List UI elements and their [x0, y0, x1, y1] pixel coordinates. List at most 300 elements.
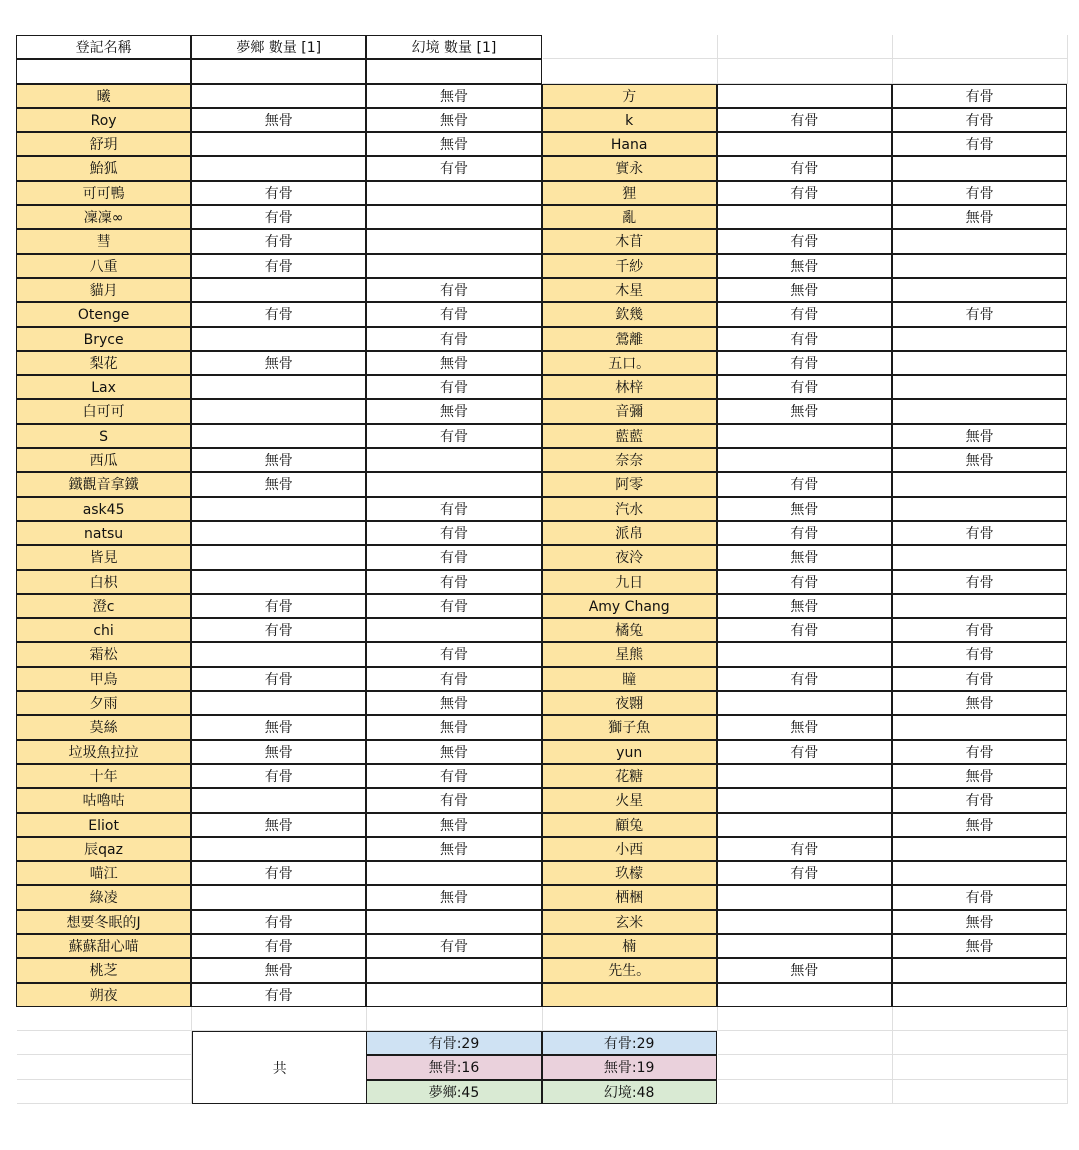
value-cell[interactable]: [191, 327, 366, 351]
value-cell[interactable]: 無骨: [717, 594, 892, 618]
name-cell[interactable]: 想要冬眠的J: [16, 910, 191, 934]
value-cell[interactable]: 有骨: [366, 642, 541, 666]
name-cell[interactable]: 阿零: [542, 472, 717, 496]
empty-cell[interactable]: [718, 59, 893, 83]
value-cell[interactable]: 有骨: [717, 740, 892, 764]
value-cell[interactable]: 有骨: [892, 885, 1067, 909]
value-cell[interactable]: [717, 205, 892, 229]
empty-cell[interactable]: [543, 1007, 718, 1031]
value-cell[interactable]: 有骨: [191, 667, 366, 691]
name-cell[interactable]: 派帛: [542, 521, 717, 545]
value-cell[interactable]: 有骨: [717, 156, 892, 180]
value-cell[interactable]: [191, 521, 366, 545]
name-cell[interactable]: 花糖: [542, 764, 717, 788]
value-cell[interactable]: 無骨: [366, 84, 541, 108]
name-cell[interactable]: 莫絲: [16, 715, 191, 739]
name-cell[interactable]: Otenge: [16, 302, 191, 326]
value-cell[interactable]: 有骨: [191, 205, 366, 229]
value-cell[interactable]: 有骨: [892, 570, 1067, 594]
name-cell[interactable]: 白枳: [16, 570, 191, 594]
value-cell[interactable]: [191, 497, 366, 521]
value-cell[interactable]: 無骨: [892, 910, 1067, 934]
empty-cell[interactable]: [893, 1055, 1068, 1079]
empty-cell[interactable]: [718, 1080, 893, 1104]
name-cell[interactable]: 鐵觀音拿鐵: [16, 472, 191, 496]
value-cell[interactable]: 無骨: [191, 472, 366, 496]
value-cell[interactable]: [366, 910, 541, 934]
table-row: [17, 254, 1068, 278]
summary-row-1: [17, 1031, 1068, 1055]
name-cell[interactable]: 千紗: [542, 254, 717, 278]
value-cell[interactable]: 無骨: [717, 715, 892, 739]
value-cell[interactable]: 有骨: [366, 764, 541, 788]
illusion-boneless-total[interactable]: 無骨:19: [542, 1055, 717, 1079]
name-cell[interactable]: 蘇蘇甜心喵: [16, 934, 191, 958]
table-row: [17, 667, 1068, 691]
value-cell[interactable]: 有骨: [366, 934, 541, 958]
name-cell[interactable]: 梨花: [16, 351, 191, 375]
spacer-row: [17, 1007, 1068, 1031]
name-cell[interactable]: 澄c: [16, 594, 191, 618]
empty-cell[interactable]: [893, 1007, 1068, 1031]
table-row: [17, 861, 1068, 885]
empty-cell[interactable]: [718, 35, 893, 59]
name-cell[interactable]: 咕嚕咕: [16, 788, 191, 812]
name-cell[interactable]: 曦: [16, 84, 191, 108]
table-row: [17, 618, 1068, 642]
value-cell[interactable]: 無骨: [366, 837, 541, 861]
value-cell[interactable]: 無骨: [717, 254, 892, 278]
name-cell[interactable]: 橘兔: [542, 618, 717, 642]
table-row: [17, 642, 1068, 666]
value-cell[interactable]: 有骨: [892, 84, 1067, 108]
value-cell[interactable]: [191, 642, 366, 666]
value-cell[interactable]: [717, 788, 892, 812]
value-cell[interactable]: 有骨: [717, 570, 892, 594]
value-cell[interactable]: 無骨: [366, 351, 541, 375]
table-row: [17, 472, 1068, 496]
name-cell[interactable]: 瞳: [542, 667, 717, 691]
value-cell[interactable]: 有骨: [191, 861, 366, 885]
name-cell[interactable]: 藍藍: [542, 424, 717, 448]
dream-boneless-total[interactable]: 無骨:16: [366, 1055, 541, 1079]
table-row: [17, 448, 1068, 472]
value-cell[interactable]: [191, 691, 366, 715]
empty-cell[interactable]: [543, 59, 718, 83]
empty-cell[interactable]: [366, 59, 541, 83]
value-cell[interactable]: [717, 84, 892, 108]
value-cell[interactable]: 無骨: [892, 764, 1067, 788]
value-cell[interactable]: [892, 399, 1067, 423]
header-name[interactable]: 登記名稱: [16, 35, 191, 59]
value-cell[interactable]: 有骨: [717, 472, 892, 496]
value-cell[interactable]: [717, 885, 892, 909]
value-cell[interactable]: 有骨: [191, 934, 366, 958]
table-row: [17, 740, 1068, 764]
name-cell[interactable]: ask45: [16, 497, 191, 521]
name-cell[interactable]: 音彌: [542, 399, 717, 423]
value-cell[interactable]: 有骨: [717, 861, 892, 885]
table-row: [17, 132, 1068, 156]
empty-cell[interactable]: [718, 1031, 893, 1055]
table-row: [17, 813, 1068, 837]
value-cell[interactable]: 有骨: [717, 375, 892, 399]
name-cell[interactable]: 垃圾魚拉拉: [16, 740, 191, 764]
table-row: [17, 229, 1068, 253]
empty-cell[interactable]: [718, 1007, 893, 1031]
value-cell[interactable]: [191, 278, 366, 302]
value-cell[interactable]: [717, 934, 892, 958]
value-cell[interactable]: 有骨: [892, 740, 1067, 764]
value-cell[interactable]: [717, 813, 892, 837]
empty-cell[interactable]: [17, 1055, 192, 1079]
value-cell[interactable]: 有骨: [366, 278, 541, 302]
empty-cell[interactable]: [17, 1031, 192, 1055]
value-cell[interactable]: 有骨: [366, 497, 541, 521]
dream-bone-total[interactable]: 有骨:29: [366, 1031, 541, 1055]
value-cell[interactable]: 有骨: [366, 521, 541, 545]
value-cell[interactable]: [191, 84, 366, 108]
table-row: [17, 375, 1068, 399]
name-cell[interactable]: 林梓: [542, 375, 717, 399]
name-cell[interactable]: [542, 983, 717, 1007]
empty-cell[interactable]: [16, 59, 191, 83]
name-cell[interactable]: 楠: [542, 934, 717, 958]
value-cell[interactable]: 無骨: [892, 424, 1067, 448]
value-cell[interactable]: [892, 229, 1067, 253]
name-cell[interactable]: 凜凜∞: [16, 205, 191, 229]
table-row: [17, 788, 1068, 812]
empty-cell[interactable]: [893, 59, 1068, 83]
name-cell[interactable]: Lax: [16, 375, 191, 399]
name-cell[interactable]: 夜泠: [542, 545, 717, 569]
value-cell[interactable]: 有骨: [366, 594, 541, 618]
value-cell[interactable]: [191, 132, 366, 156]
name-cell[interactable]: Roy: [16, 108, 191, 132]
name-cell[interactable]: Bryce: [16, 327, 191, 351]
name-cell[interactable]: 西瓜: [16, 448, 191, 472]
empty-cell[interactable]: [893, 1031, 1068, 1055]
table-row: [17, 521, 1068, 545]
table-row: [17, 351, 1068, 375]
value-cell[interactable]: 無骨: [892, 934, 1067, 958]
name-cell[interactable]: 貓月: [16, 278, 191, 302]
value-cell[interactable]: [717, 132, 892, 156]
value-cell[interactable]: 有骨: [892, 642, 1067, 666]
table-row: [17, 156, 1068, 180]
value-cell[interactable]: 無骨: [366, 715, 541, 739]
value-cell[interactable]: [892, 375, 1067, 399]
value-cell[interactable]: [191, 375, 366, 399]
value-cell[interactable]: 無骨: [366, 740, 541, 764]
value-cell[interactable]: 有骨: [366, 788, 541, 812]
table-row: [17, 327, 1068, 351]
name-cell[interactable]: k: [542, 108, 717, 132]
empty-cell[interactable]: [17, 1080, 192, 1104]
value-cell[interactable]: [892, 594, 1067, 618]
value-cell[interactable]: [892, 327, 1067, 351]
name-cell[interactable]: chi: [16, 618, 191, 642]
value-cell[interactable]: 有骨: [191, 594, 366, 618]
value-cell[interactable]: 有骨: [717, 229, 892, 253]
empty-cell[interactable]: [367, 1007, 542, 1031]
value-cell[interactable]: 有骨: [366, 375, 541, 399]
name-cell[interactable]: 亂: [542, 205, 717, 229]
value-cell[interactable]: 無骨: [366, 885, 541, 909]
value-cell[interactable]: [892, 545, 1067, 569]
value-cell[interactable]: 有骨: [717, 667, 892, 691]
name-cell[interactable]: 白可可: [16, 399, 191, 423]
empty-cell[interactable]: [191, 59, 366, 83]
value-cell[interactable]: 無骨: [366, 132, 541, 156]
name-cell[interactable]: 星熊: [542, 642, 717, 666]
name-cell[interactable]: 小西: [542, 837, 717, 861]
value-cell[interactable]: [366, 861, 541, 885]
name-cell[interactable]: 朔夜: [16, 983, 191, 1007]
value-cell[interactable]: 有骨: [366, 545, 541, 569]
name-cell[interactable]: 皆見: [16, 545, 191, 569]
empty-cell[interactable]: [718, 1055, 893, 1079]
value-cell[interactable]: 有骨: [191, 254, 366, 278]
value-cell[interactable]: [191, 545, 366, 569]
value-cell[interactable]: [366, 254, 541, 278]
name-cell[interactable]: 霜松: [16, 642, 191, 666]
name-cell[interactable]: 十年: [16, 764, 191, 788]
table-row: [17, 691, 1068, 715]
value-cell[interactable]: 有骨: [366, 570, 541, 594]
name-cell[interactable]: 彗: [16, 229, 191, 253]
value-cell[interactable]: [191, 788, 366, 812]
name-cell[interactable]: 夕雨: [16, 691, 191, 715]
value-cell[interactable]: 無骨: [191, 715, 366, 739]
name-cell[interactable]: Amy Chang: [542, 594, 717, 618]
value-cell[interactable]: 有骨: [366, 667, 541, 691]
value-cell[interactable]: 有骨: [191, 229, 366, 253]
value-cell[interactable]: 有骨: [717, 327, 892, 351]
value-cell[interactable]: 無骨: [191, 740, 366, 764]
value-cell[interactable]: 有骨: [191, 983, 366, 1007]
value-cell[interactable]: 無骨: [191, 108, 366, 132]
value-cell[interactable]: [191, 399, 366, 423]
name-cell[interactable]: 喵江: [16, 861, 191, 885]
name-cell[interactable]: S: [16, 424, 191, 448]
name-cell[interactable]: 木星: [542, 278, 717, 302]
value-cell[interactable]: 無骨: [717, 958, 892, 982]
name-cell[interactable]: 木苜: [542, 229, 717, 253]
value-cell[interactable]: 無骨: [191, 351, 366, 375]
table-row: [17, 181, 1068, 205]
value-cell[interactable]: 無骨: [717, 545, 892, 569]
name-cell[interactable]: 汽水: [542, 497, 717, 521]
name-cell[interactable]: 欽幾: [542, 302, 717, 326]
name-cell[interactable]: 狸: [542, 181, 717, 205]
header-row: [17, 35, 1068, 59]
name-cell[interactable]: 先生。: [542, 958, 717, 982]
value-cell[interactable]: 有骨: [191, 910, 366, 934]
value-cell[interactable]: [717, 448, 892, 472]
value-cell[interactable]: [717, 642, 892, 666]
value-cell[interactable]: [366, 983, 541, 1007]
empty-cell[interactable]: [17, 1007, 192, 1031]
value-cell[interactable]: [892, 351, 1067, 375]
illusion-grand-total[interactable]: 幻境:48: [542, 1080, 717, 1104]
value-cell[interactable]: [892, 472, 1067, 496]
value-cell[interactable]: 有骨: [892, 667, 1067, 691]
value-cell[interactable]: [191, 570, 366, 594]
value-cell[interactable]: 無骨: [191, 958, 366, 982]
name-cell[interactable]: 方: [542, 84, 717, 108]
value-cell[interactable]: 有骨: [366, 156, 541, 180]
value-cell[interactable]: 無骨: [717, 278, 892, 302]
value-cell[interactable]: 無骨: [366, 399, 541, 423]
table-row: [17, 570, 1068, 594]
name-cell[interactable]: yun: [542, 740, 717, 764]
value-cell[interactable]: 有骨: [191, 764, 366, 788]
value-cell[interactable]: [366, 205, 541, 229]
table-row: [17, 399, 1068, 423]
table-row: [17, 910, 1068, 934]
value-cell[interactable]: [892, 861, 1067, 885]
name-cell[interactable]: 綠凌: [16, 885, 191, 909]
name-cell[interactable]: natsu: [16, 521, 191, 545]
value-cell[interactable]: [191, 837, 366, 861]
name-cell[interactable]: 鮐狐: [16, 156, 191, 180]
value-cell[interactable]: 有骨: [717, 302, 892, 326]
value-cell[interactable]: [717, 764, 892, 788]
name-cell[interactable]: Eliot: [16, 813, 191, 837]
value-cell[interactable]: [892, 983, 1067, 1007]
value-cell[interactable]: [191, 156, 366, 180]
value-cell[interactable]: 有骨: [191, 181, 366, 205]
value-cell[interactable]: 有骨: [366, 327, 541, 351]
value-cell[interactable]: 有骨: [892, 302, 1067, 326]
value-cell[interactable]: 有骨: [892, 108, 1067, 132]
summary-label[interactable]: 共: [192, 1031, 367, 1104]
name-cell[interactable]: 奈奈: [542, 448, 717, 472]
table-row: [17, 108, 1068, 132]
value-cell[interactable]: [191, 885, 366, 909]
value-cell[interactable]: 有骨: [717, 837, 892, 861]
name-cell[interactable]: 鶯離: [542, 327, 717, 351]
value-cell[interactable]: 無骨: [892, 813, 1067, 837]
table-row: [17, 278, 1068, 302]
name-cell[interactable]: 五口。: [542, 351, 717, 375]
name-cell[interactable]: 顧兔: [542, 813, 717, 837]
value-cell[interactable]: [892, 254, 1067, 278]
value-cell[interactable]: 有骨: [892, 788, 1067, 812]
value-cell[interactable]: [717, 910, 892, 934]
value-cell[interactable]: 有骨: [717, 108, 892, 132]
name-cell[interactable]: 火星: [542, 788, 717, 812]
value-cell[interactable]: 有骨: [717, 181, 892, 205]
name-cell[interactable]: 實永: [542, 156, 717, 180]
name-cell[interactable]: 甲鳥: [16, 667, 191, 691]
empty-cell[interactable]: [893, 1080, 1068, 1104]
summary-row-3: [17, 1080, 1068, 1104]
spreadsheet: [17, 35, 1068, 1104]
value-cell[interactable]: [717, 691, 892, 715]
value-cell[interactable]: 有骨: [191, 618, 366, 642]
table-row: [17, 837, 1068, 861]
value-cell[interactable]: 無骨: [366, 108, 541, 132]
value-cell[interactable]: [717, 424, 892, 448]
table-row: [17, 424, 1068, 448]
value-cell[interactable]: 有骨: [892, 521, 1067, 545]
value-cell[interactable]: 無骨: [892, 448, 1067, 472]
header-illusion-count[interactable]: 幻境 數量 [1]: [366, 35, 541, 59]
empty-cell[interactable]: [893, 35, 1068, 59]
value-cell[interactable]: 有骨: [717, 618, 892, 642]
name-cell[interactable]: 桃芝: [16, 958, 191, 982]
table-row: [17, 594, 1068, 618]
value-cell[interactable]: 有骨: [366, 424, 541, 448]
name-cell[interactable]: 九日: [542, 570, 717, 594]
value-cell[interactable]: [892, 958, 1067, 982]
table-row: [17, 958, 1068, 982]
value-cell[interactable]: 無骨: [892, 691, 1067, 715]
value-cell[interactable]: 有骨: [892, 181, 1067, 205]
value-cell[interactable]: 有骨: [717, 351, 892, 375]
value-cell[interactable]: [366, 958, 541, 982]
summary-block: [17, 1031, 1068, 1104]
header-dream-count[interactable]: 夢鄉 數量 [1]: [191, 35, 366, 59]
value-cell[interactable]: [366, 618, 541, 642]
value-cell[interactable]: [892, 715, 1067, 739]
value-cell[interactable]: [366, 229, 541, 253]
value-cell[interactable]: 有骨: [892, 618, 1067, 642]
empty-cell[interactable]: [192, 1007, 367, 1031]
empty-cell[interactable]: [543, 35, 718, 59]
value-cell[interactable]: 無骨: [366, 691, 541, 715]
value-cell[interactable]: 有骨: [191, 302, 366, 326]
value-cell[interactable]: 無骨: [717, 399, 892, 423]
name-cell[interactable]: 可可鴨: [16, 181, 191, 205]
value-cell[interactable]: 無骨: [366, 813, 541, 837]
value-cell[interactable]: 有骨: [892, 132, 1067, 156]
value-cell[interactable]: 無骨: [191, 813, 366, 837]
value-cell[interactable]: [366, 448, 541, 472]
illusion-bone-total[interactable]: 有骨:29: [542, 1031, 717, 1055]
name-cell[interactable]: 玖檬: [542, 861, 717, 885]
name-cell[interactable]: 八重: [16, 254, 191, 278]
value-cell[interactable]: [717, 983, 892, 1007]
value-cell[interactable]: [366, 181, 541, 205]
table-row: [17, 983, 1068, 1007]
name-cell[interactable]: 玄米: [542, 910, 717, 934]
summary-row-2: [17, 1055, 1068, 1079]
table-row: [17, 545, 1068, 569]
name-cell[interactable]: 舒玥: [16, 132, 191, 156]
value-cell[interactable]: [892, 497, 1067, 521]
value-cell[interactable]: 無骨: [892, 205, 1067, 229]
name-cell[interactable]: 栖梱: [542, 885, 717, 909]
value-cell[interactable]: 無骨: [717, 497, 892, 521]
value-cell[interactable]: 有骨: [366, 302, 541, 326]
value-cell[interactable]: 無骨: [191, 448, 366, 472]
name-cell[interactable]: Hana: [542, 132, 717, 156]
name-cell[interactable]: 辰qaz: [16, 837, 191, 861]
value-cell[interactable]: [892, 837, 1067, 861]
value-cell[interactable]: 有骨: [717, 521, 892, 545]
dream-grand-total[interactable]: 夢鄉:45: [366, 1080, 541, 1104]
table-row: [17, 84, 1068, 108]
value-cell[interactable]: [892, 278, 1067, 302]
name-cell[interactable]: 夜翾: [542, 691, 717, 715]
value-cell[interactable]: [892, 156, 1067, 180]
value-cell[interactable]: [191, 424, 366, 448]
name-cell[interactable]: 獅子魚: [542, 715, 717, 739]
value-cell[interactable]: [366, 472, 541, 496]
